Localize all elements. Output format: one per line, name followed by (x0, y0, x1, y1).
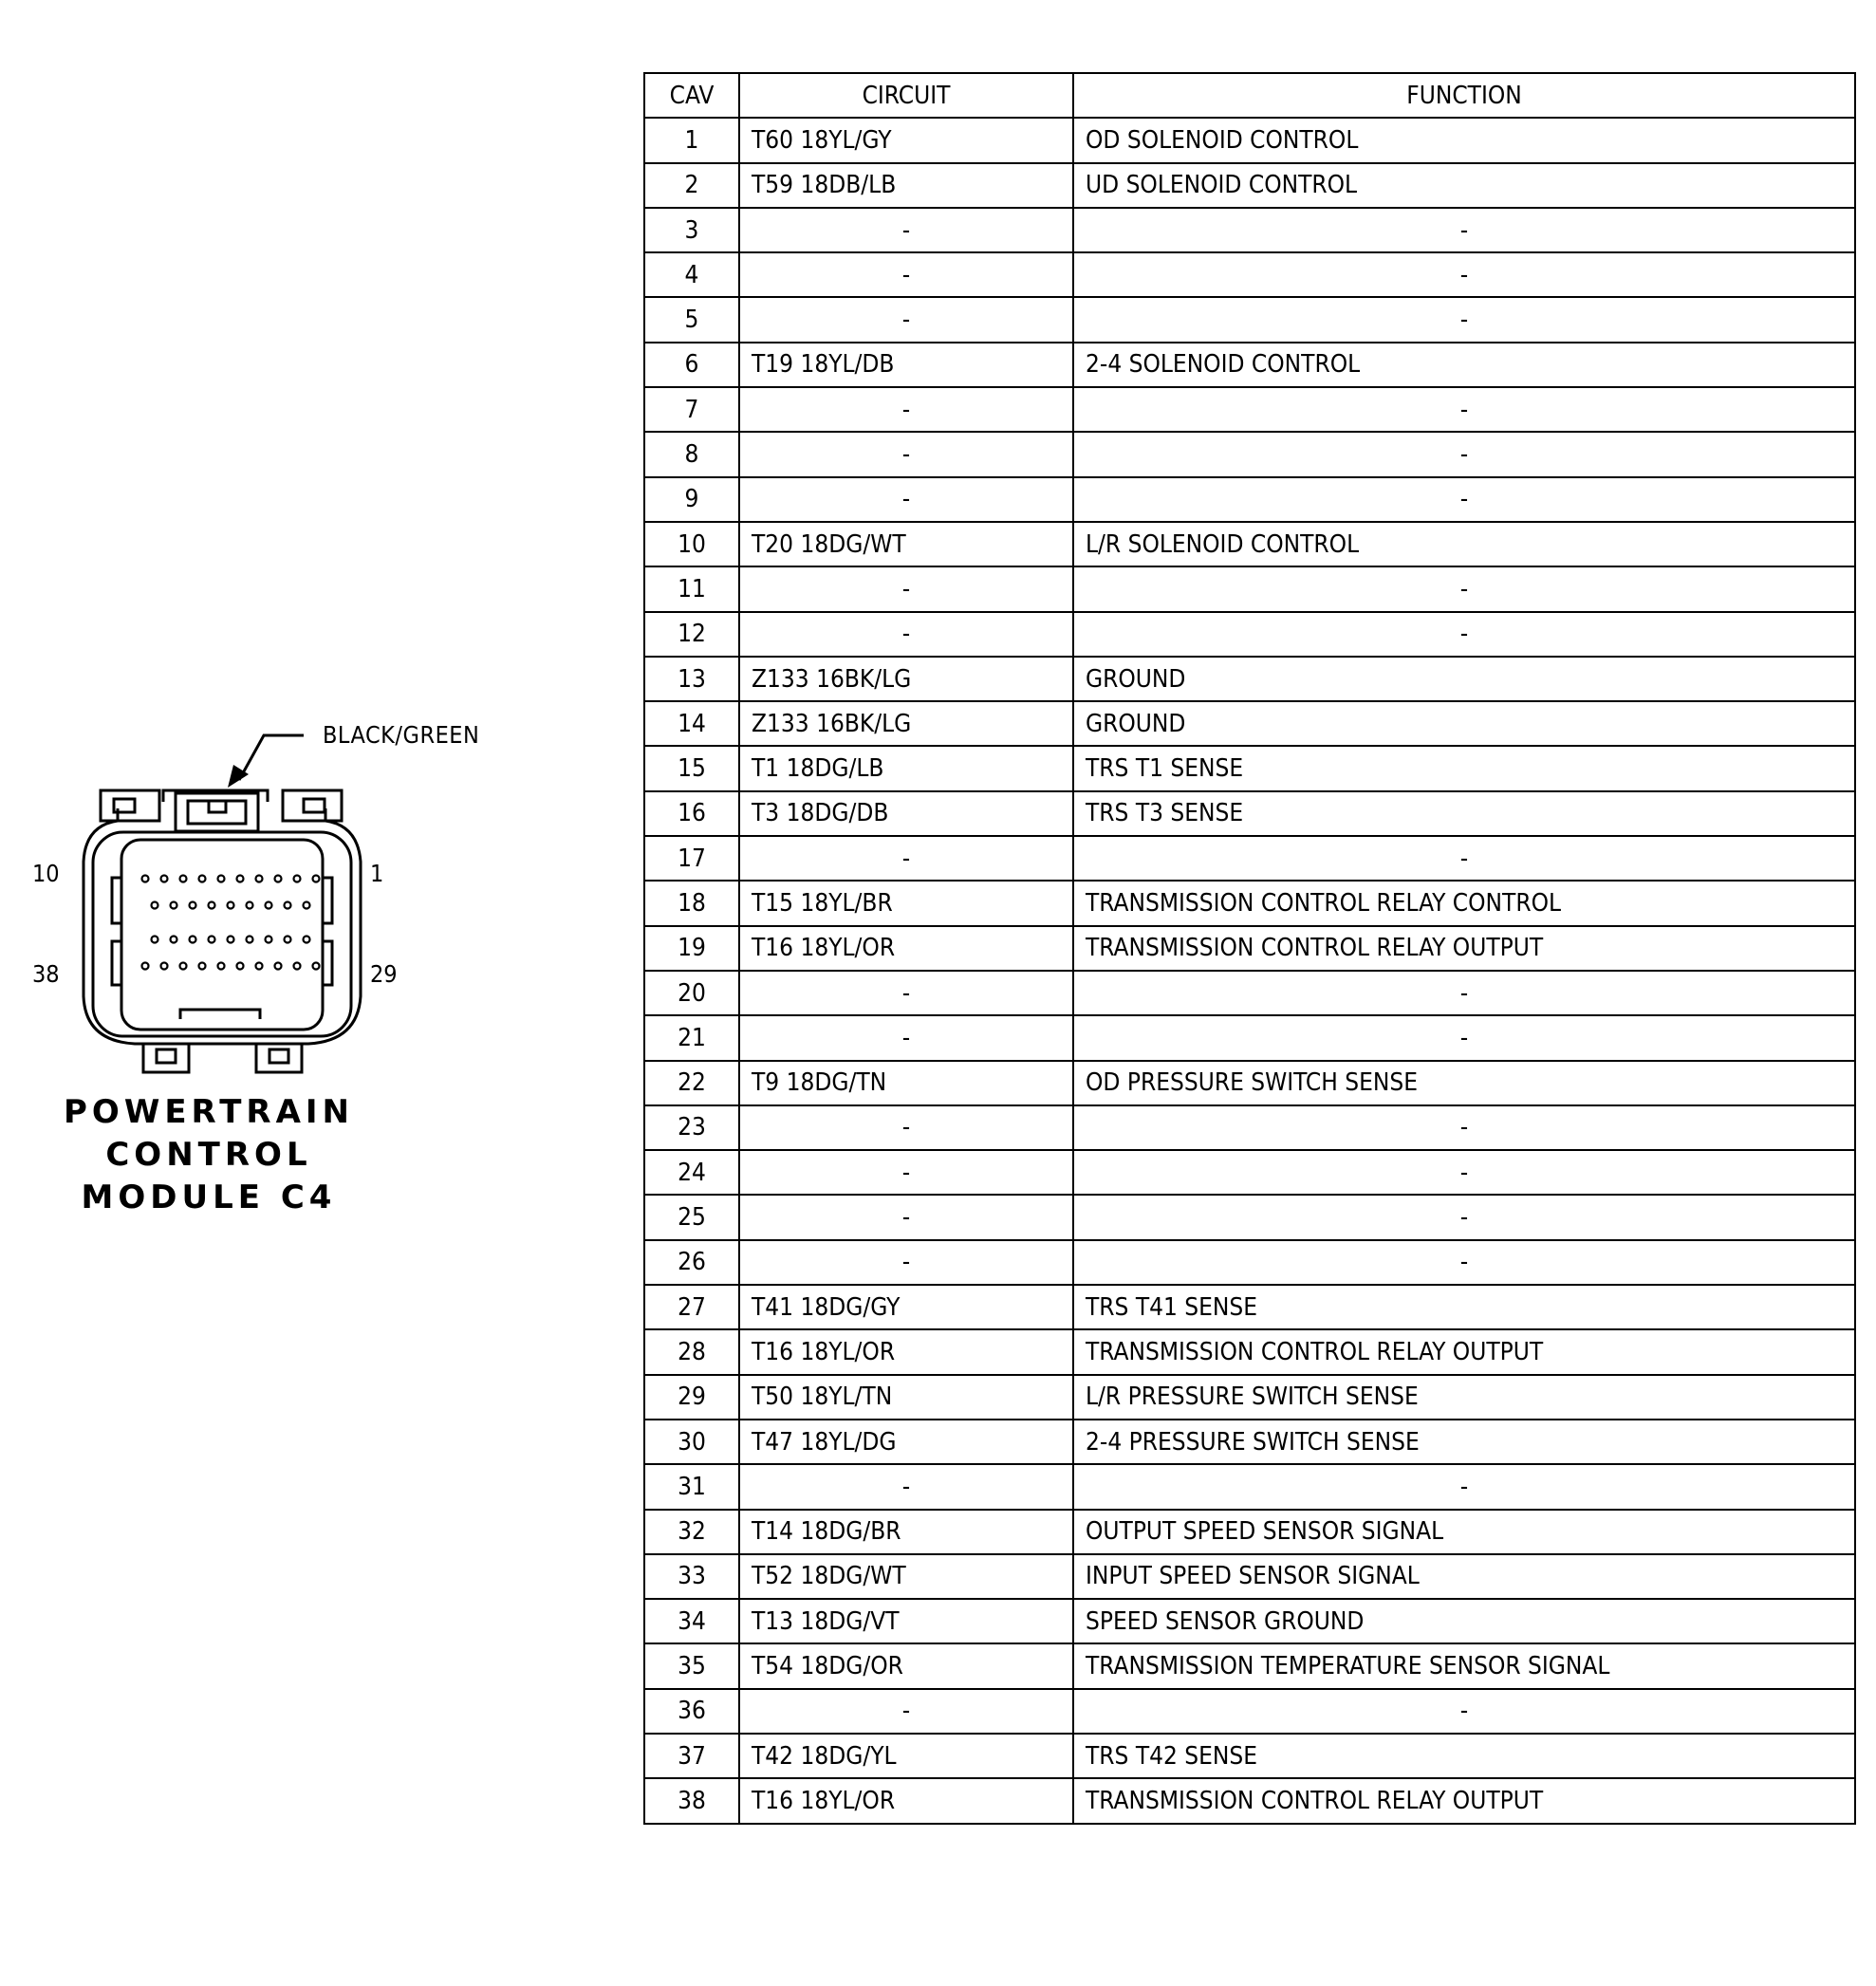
circuit-cell: - (739, 477, 1073, 522)
table-row (644, 1150, 1855, 1195)
circuit-cell: T16 18YL/OR (739, 1329, 1073, 1374)
pin-hole (256, 876, 263, 882)
cav-cell: 12 (644, 612, 739, 657)
function-cell: TRS T42 SENSE (1073, 1734, 1855, 1778)
table-row (644, 926, 1855, 971)
pin-hole (237, 963, 244, 970)
function-cell: L/R SOLENOID CONTROL (1073, 522, 1855, 566)
function-cell: TRANSMISSION TEMPERATURE SENSOR SIGNAL (1073, 1643, 1855, 1688)
circuit-cell: T9 18DG/TN (739, 1061, 1073, 1105)
function-cell: TRS T41 SENSE (1073, 1285, 1855, 1329)
circuit-cell: T19 18YL/DB (739, 343, 1073, 387)
function-cell: - (1073, 297, 1855, 342)
table-row (644, 746, 1855, 790)
table-row (644, 881, 1855, 925)
table-row (644, 1464, 1855, 1509)
table-row (644, 1375, 1855, 1420)
header-circuit: CIRCUIT (739, 73, 1073, 118)
circuit-cell: T54 18DG/OR (739, 1643, 1073, 1688)
function-cell: UD SOLENOID CONTROL (1073, 163, 1855, 208)
table-row (644, 1689, 1855, 1734)
pin-hole (161, 963, 168, 970)
function-cell: - (1073, 387, 1855, 432)
header-function: FUNCTION (1073, 73, 1855, 118)
table-row (644, 1105, 1855, 1150)
connector-name-line-2: CONTROL (105, 1136, 312, 1174)
function-cell: - (1073, 971, 1855, 1015)
pin-holes (142, 876, 320, 970)
cav-cell: 3 (644, 208, 739, 252)
pin-hole (209, 937, 215, 943)
function-cell: - (1073, 432, 1855, 476)
cav-cell: 31 (644, 1464, 739, 1509)
circuit-cell: T42 18DG/YL (739, 1734, 1073, 1778)
cav-cell: 1 (644, 118, 739, 162)
pin-hole (228, 902, 234, 909)
function-cell: OD SOLENOID CONTROL (1073, 118, 1855, 162)
function-cell: - (1073, 208, 1855, 252)
cav-cell: 26 (644, 1240, 739, 1285)
table-row (644, 477, 1855, 522)
function-cell: 2-4 SOLENOID CONTROL (1073, 343, 1855, 387)
table-row (644, 163, 1855, 208)
table-header-row (644, 73, 1855, 118)
circuit-cell: - (739, 1689, 1073, 1734)
cav-cell: 24 (644, 1150, 739, 1195)
cavity-label-bottom-left: 38 (32, 960, 60, 988)
pin-hole (152, 902, 158, 909)
circuit-cell: Z133 16BK/LG (739, 701, 1073, 746)
pin-hole (304, 902, 310, 909)
pin-hole (237, 876, 244, 882)
connector-body (93, 832, 351, 1036)
pin-hole (313, 876, 320, 882)
circuit-cell: T41 18DG/GY (739, 1285, 1073, 1329)
pin-hole (247, 937, 253, 943)
table-row (644, 1734, 1855, 1778)
cav-cell: 6 (644, 343, 739, 387)
table-row (644, 1643, 1855, 1688)
cav-cell: 5 (644, 297, 739, 342)
table-row (644, 791, 1855, 836)
circuit-cell: - (739, 252, 1073, 297)
table-row (644, 657, 1855, 701)
pin-hole (313, 963, 320, 970)
cav-cell: 33 (644, 1554, 739, 1599)
cav-cell: 4 (644, 252, 739, 297)
circuit-cell: - (739, 1105, 1073, 1150)
function-cell: OD PRESSURE SWITCH SENSE (1073, 1061, 1855, 1105)
connector-color-label: BLACK/GREEN (323, 721, 480, 749)
pin-hole (190, 937, 196, 943)
function-cell: - (1073, 1105, 1855, 1150)
table-row (644, 612, 1855, 657)
cav-cell: 29 (644, 1375, 739, 1420)
cav-cell: 23 (644, 1105, 739, 1150)
function-cell: - (1073, 1015, 1855, 1060)
circuit-cell: T59 18DB/LB (739, 163, 1073, 208)
pin-hole (218, 963, 225, 970)
cav-cell: 9 (644, 477, 739, 522)
table-row (644, 432, 1855, 476)
table-row (644, 343, 1855, 387)
cav-cell: 22 (644, 1061, 739, 1105)
cav-cell: 7 (644, 387, 739, 432)
table-row (644, 971, 1855, 1015)
circuit-cell: T15 18YL/BR (739, 881, 1073, 925)
cav-cell: 8 (644, 432, 739, 476)
circuit-cell: T50 18YL/TN (739, 1375, 1073, 1420)
cav-cell: 11 (644, 566, 739, 611)
pin-hole (304, 937, 310, 943)
circuit-cell: - (739, 971, 1073, 1015)
circuit-cell: T14 18DG/BR (739, 1510, 1073, 1554)
table-row (644, 1015, 1855, 1060)
pin-hole (142, 876, 149, 882)
pin-hole (199, 876, 206, 882)
circuit-cell: Z133 16BK/LG (739, 657, 1073, 701)
circuit-cell: T13 18DG/VT (739, 1599, 1073, 1643)
cavity-label-top-right: 1 (370, 860, 384, 887)
cav-cell: 19 (644, 926, 739, 971)
pin-hole (266, 902, 272, 909)
function-cell: - (1073, 252, 1855, 297)
header-cav: CAV (644, 73, 739, 118)
connector-diagram (19, 712, 493, 1082)
cav-cell: 14 (644, 701, 739, 746)
function-cell: GROUND (1073, 701, 1855, 746)
function-cell: TRANSMISSION CONTROL RELAY OUTPUT (1073, 1778, 1855, 1823)
table-row (644, 1510, 1855, 1554)
pin-hole (228, 937, 234, 943)
table-row (644, 252, 1855, 297)
cavity-label-bottom-right: 29 (370, 960, 398, 988)
table-row (644, 1285, 1855, 1329)
circuit-cell: - (739, 297, 1073, 342)
circuit-cell: - (739, 432, 1073, 476)
pin-hole (180, 876, 187, 882)
pin-hole (285, 902, 291, 909)
function-cell: - (1073, 1195, 1855, 1239)
cav-cell: 13 (644, 657, 739, 701)
pin-hole (256, 963, 263, 970)
pin-hole (161, 876, 168, 882)
cav-cell: 2 (644, 163, 739, 208)
table-row (644, 1778, 1855, 1823)
cav-cell: 30 (644, 1420, 739, 1464)
function-cell: INPUT SPEED SENSOR SIGNAL (1073, 1554, 1855, 1599)
table-row (644, 566, 1855, 611)
table-row (644, 1554, 1855, 1599)
pin-table (643, 72, 1856, 1825)
connector-ear-right (283, 790, 342, 821)
function-cell: 2-4 PRESSURE SWITCH SENSE (1073, 1420, 1855, 1464)
cav-cell: 15 (644, 746, 739, 790)
function-cell: - (1073, 836, 1855, 881)
pin-hole (294, 876, 301, 882)
table-row (644, 1061, 1855, 1105)
circuit-cell: T1 18DG/LB (739, 746, 1073, 790)
cav-cell: 21 (644, 1015, 739, 1060)
table-row (644, 1329, 1855, 1374)
function-cell: - (1073, 612, 1855, 657)
callout-leader-line (239, 735, 304, 780)
pin-hole (190, 902, 196, 909)
cav-cell: 34 (644, 1599, 739, 1643)
circuit-cell: - (739, 566, 1073, 611)
circuit-cell: T16 18YL/OR (739, 1778, 1073, 1823)
pin-hole (142, 963, 149, 970)
connector-face-drawing (19, 712, 493, 1082)
pin-hole (275, 963, 282, 970)
circuit-cell: - (739, 1464, 1073, 1509)
cav-cell: 35 (644, 1643, 739, 1688)
function-cell: OUTPUT SPEED SENSOR SIGNAL (1073, 1510, 1855, 1554)
pin-hole (285, 937, 291, 943)
table-row (644, 387, 1855, 432)
circuit-cell: - (739, 208, 1073, 252)
cav-cell: 27 (644, 1285, 739, 1329)
cav-cell: 37 (644, 1734, 739, 1778)
cav-cell: 36 (644, 1689, 739, 1734)
circuit-cell: T47 18YL/DG (739, 1420, 1073, 1464)
circuit-cell: T3 18DG/DB (739, 791, 1073, 836)
connector-name-line-3: MODULE C4 (81, 1179, 337, 1216)
pin-hole (209, 902, 215, 909)
pin-hole (199, 963, 206, 970)
cav-cell: 10 (644, 522, 739, 566)
cav-cell: 28 (644, 1329, 739, 1374)
function-cell: GROUND (1073, 657, 1855, 701)
cav-cell: 17 (644, 836, 739, 881)
cav-cell: 32 (644, 1510, 739, 1554)
circuit-cell: T52 18DG/WT (739, 1554, 1073, 1599)
circuit-cell: - (739, 1240, 1073, 1285)
function-cell: - (1073, 477, 1855, 522)
function-cell: TRANSMISSION CONTROL RELAY OUTPUT (1073, 1329, 1855, 1374)
circuit-cell: T16 18YL/OR (739, 926, 1073, 971)
pin-hole (152, 937, 158, 943)
cav-cell: 16 (644, 791, 739, 836)
function-cell: - (1073, 1240, 1855, 1285)
function-cell: - (1073, 1150, 1855, 1195)
function-cell: TRANSMISSION CONTROL RELAY OUTPUT (1073, 926, 1855, 971)
pin-hole (180, 963, 187, 970)
pin-hole (218, 876, 225, 882)
table-row (644, 1240, 1855, 1285)
cav-cell: 25 (644, 1195, 739, 1239)
terminal-block (121, 840, 323, 1030)
table-row (644, 522, 1855, 566)
pin-hole (266, 937, 272, 943)
circuit-cell: - (739, 1015, 1073, 1060)
circuit-cell: - (739, 1195, 1073, 1239)
pin-hole (247, 902, 253, 909)
function-cell: - (1073, 566, 1855, 611)
function-cell: TRS T3 SENSE (1073, 791, 1855, 836)
table-row (644, 118, 1855, 162)
table-row (644, 1599, 1855, 1643)
function-cell: SPEED SENSOR GROUND (1073, 1599, 1855, 1643)
connector-ear-left (101, 790, 159, 821)
circuit-cell: - (739, 612, 1073, 657)
cav-cell: 18 (644, 881, 739, 925)
circuit-cell: - (739, 836, 1073, 881)
table-row (644, 297, 1855, 342)
table-row (644, 1195, 1855, 1239)
function-cell: L/R PRESSURE SWITCH SENSE (1073, 1375, 1855, 1420)
function-cell: - (1073, 1689, 1855, 1734)
cav-cell: 38 (644, 1778, 739, 1823)
circuit-cell: - (739, 387, 1073, 432)
pin-hole (294, 963, 301, 970)
pin-hole (275, 876, 282, 882)
circuit-cell: T20 18DG/WT (739, 522, 1073, 566)
pin-hole (171, 937, 177, 943)
cav-cell: 20 (644, 971, 739, 1015)
table-row (644, 208, 1855, 252)
connector-name (57, 1091, 361, 1219)
table-row (644, 1420, 1855, 1464)
circuit-cell: - (739, 1150, 1073, 1195)
function-cell: TRS T1 SENSE (1073, 746, 1855, 790)
function-cell: TRANSMISSION CONTROL RELAY CONTROL (1073, 881, 1855, 925)
table-row (644, 701, 1855, 746)
function-cell: - (1073, 1464, 1855, 1509)
connector-name-line-1: POWERTRAIN (64, 1093, 354, 1131)
cavity-label-top-left: 10 (32, 860, 60, 887)
pin-hole (171, 902, 177, 909)
circuit-cell: T60 18YL/GY (739, 118, 1073, 162)
table-row (644, 836, 1855, 881)
